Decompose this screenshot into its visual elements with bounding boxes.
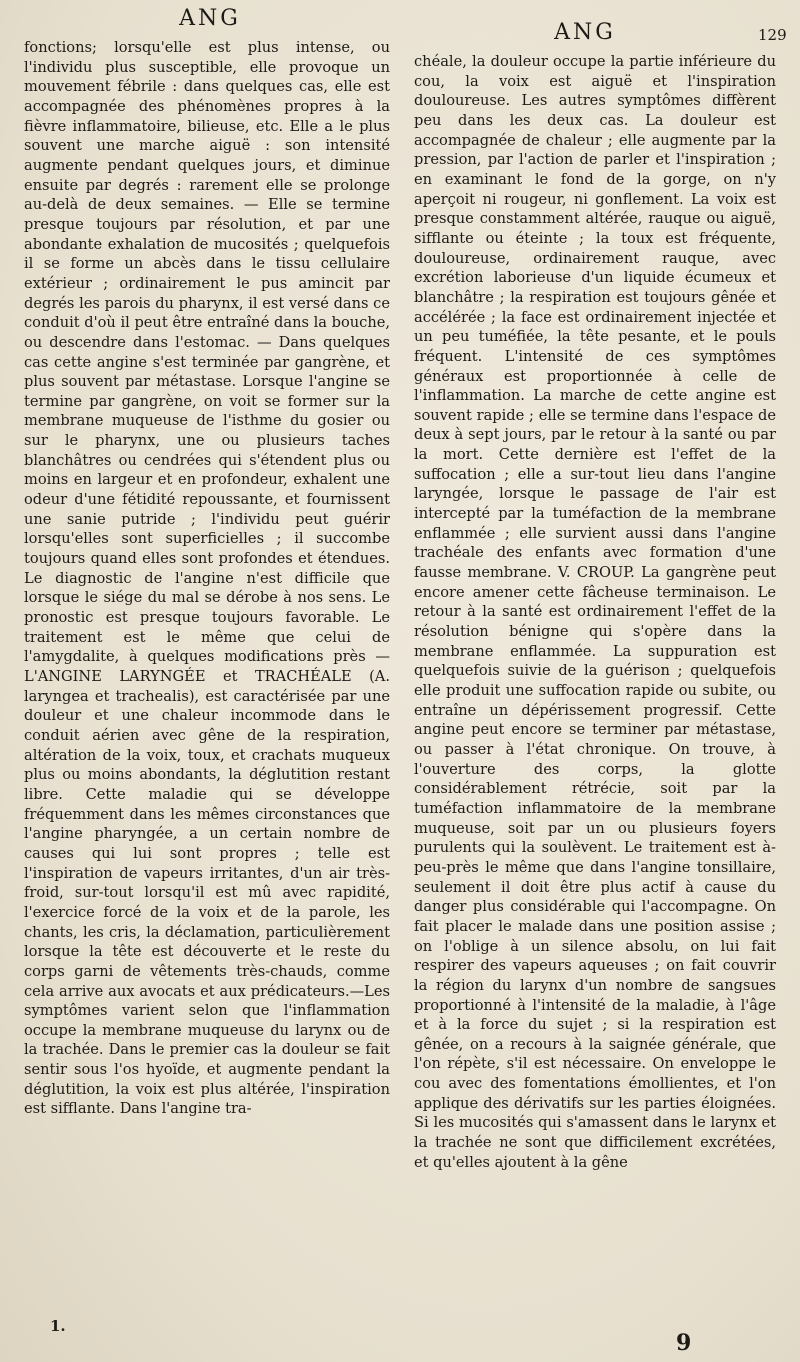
signature-mark: 1. (50, 1317, 66, 1335)
text-column-right: chéale, la douleur occupe la partie inférieure du cou, la voix est aiguë et l'inspiration douloureuse. Les autres symptômes diffèrent peu dans les deux cas. La douleur est accompagnée de chaleur ; elle augmente par la pression, par l'action de parler et l'inspiration ; en examinant le fond de la gorge, on n'y aperçoit ni rougeur, ni gonflement. La voix est presque constamment altérée, rauque ou aiguë, sifflante ou éteinte ; la toux est fréquente, douloureuse, ordinairement rauque, avec excrétion laborieuse d'un liquide écumeux et blanchâtre ; la respiration est toujours gênée et accélérée ; la face est ordinairement injectée et un peu tuméfiée, la tête pesante, et le pouls fréquent. L'intensité de ces symptômes généraux est proportionnée à celle de l'inflammation. La marche de cette angine est souvent rapide ; elle se termine dans l'espace de deux à sept jours, par le retour à la santé ou par la mort. Cette dernière est l'effet de la suffocation ; elle a sur-tout lieu dans l'angine laryngée, lorsque le passage de l'air est intercepté par la tuméfaction de la membrane enflammée ; elle survient aussi dans l'angine trachéale des enfants avec formation d'une fausse membrane. V. CROUP. La gangrène peut encore amener cette fâcheuse terminaison. Le retour à la santé est ordinairement l'effet de la résolution bénigne qui s'opère dans la membrane enflammée. La suppuration est quelquefois suivie de la guérison ; quelquefois elle produit une suffocation rapide ou subite, ou entraîne un dépérissement progressif. Cette angine peut encore se terminer par métastase, ou passer à l'état chronique. On trouve, à l'ouverture des corps, la glotte considérablement rétrécie, soit par la tuméfaction inflammatoire de la membrane muqueuse, soit par un ou plusieurs foyers purulents qui la soulèvent. Le traitement est à-peu-près le même que dans l'angine tonsillaire, seulement il doit être plus actif à cause du danger plus considérable qui l'accompagne. On fait placer le malade dans une position assise ; on l'oblige à un silence absolu, on lui fait respirer des vapeurs aqueuses ; on fait couvrir la région du larynx d'un nombre de sangsues proportionné à l'intensité de la maladie, à l'âge et à la force du sujet ; si la respiration est gênée, on a recours à la saignée générale, que l'on répète, s'il est nécessaire. On enveloppe le cou avec des fomentations émollientes, et l'on applique des dérivatifs sur les parties éloignées. Si les mucosités qui s'amassent dans le larynx et la trachée ne sont que difficilement excrétées, et qu'elles ajoutent à la gêne (414, 53, 776, 1171)
page-number: 129 (758, 26, 787, 44)
text-column-left: fonctions; lorsqu'elle est plus intense, ou l'individu plus susceptible, elle provoque un mouvement fébrile : dans quelques cas, elle est accompagnée des phénomènes propres à la fièvre inflammatoire, bilieuse, etc. Elle a le plus souvent une marche aiguë : son intensité augmente pendant quelques jours, et diminue ensuite par degrés : rarement elle se prolonge au-delà de deux semaines. — Elle se termine presque toujours par résolution, et par une abondante exhalation de mucosités ; quelquefois il se forme un abcès dans le tissu cellulaire extérieur ; ordinairement le pus amincit par degrés les parois du pharynx, il est versé dans ce conduit d'où il peut être entraîné dans la bouche, ou descendre dans l'estomac. — Dans quelques cas cette angine s'est terminée par gangrène, et plus souvent par métastase. Lorsque l'angine se termine par gangrène, on voit se former sur la membrane muqueuse de l'isthme du gosier ou sur le pharynx, une ou plusieurs taches blanchâtres ou cendrées qui s'étendent plus ou moins en largeur et en profondeur, exhalent une odeur d'une fétidité repoussante, et fournissent une sanie putride ; l'individu peut guérir lorsqu'elles sont superficielles ; il succombe toujours quand elles sont profondes et étendues. Le diagnostic de l'angine n'est difficile que lorsque le siége du mal se dérobe à nos sens. Le pronostic est presque toujours favorable. Le traitement est le même que celui de l'amygdalite, à quelques modifications près — L'ANGINE LARYNGÉE et TRACHÉALE (A. laryngea et trachealis), est caractérisée par une douleur et une chaleur incommode dans le conduit aérien avec gêne de la respiration, altération de la voix, toux, et crachats muqueux plus ou moins abondants, la déglutition restant libre. Cette maladie qui se développe fréquemment dans les mêmes circonstances que l'angine pharyngée, a un certain nombre de causes qui lui sont propres ; telle est l'inspiration de vapeurs irritantes, d'un air très-froid, sur-tout lorsqu'il est mû avec rapidité, l'exercice forcé de la voix et de la parole, les chants, les cris, la déclamation, particulièrement lorsque la tête est découverte et le reste du corps garni de vêtements très-chauds, comme cela arrive aux avocats et aux prédicateurs.—Les symptômes varient selon que l'inflammation occupe la membrane muqueuse du larynx ou de la trachée. Dans le premier cas la douleur se fait sentir sous l'os hyoïde, et augmente pendant la déglutition, la voix est plus altérée, l'inspiration est sifflante. Dans l'angine tra- (24, 39, 390, 1118)
running-head-right: ANG (554, 20, 616, 45)
running-head-left: ANG (179, 6, 241, 31)
catchword: 9 (676, 1330, 692, 1356)
